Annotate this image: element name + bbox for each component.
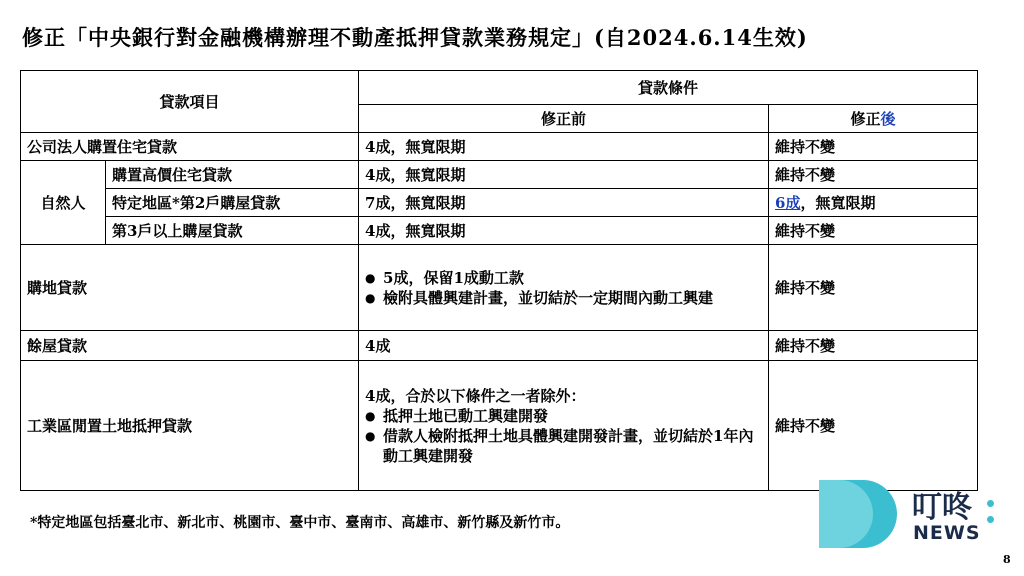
row-after: 維持不變 bbox=[769, 161, 978, 189]
header-before: 修正前 bbox=[359, 105, 769, 133]
list-item: ● 抵押土地已動工興建開發 bbox=[365, 406, 762, 426]
header-loan-conditions: 貸款條件 bbox=[359, 71, 978, 105]
logo-mark-icon bbox=[815, 478, 905, 550]
logo-text-en: NEWS bbox=[913, 522, 981, 544]
row-after: 維持不變 bbox=[769, 331, 978, 361]
row-after: 維持不變 bbox=[769, 133, 978, 161]
industrial-bullet-list bbox=[365, 406, 762, 466]
list-item: ● 檢附具體興建計畫，並切結於一定期間內動工興建 bbox=[365, 288, 762, 308]
row-after: 維持不變 bbox=[769, 245, 978, 331]
logo-text-cn: 叮咚 bbox=[912, 490, 972, 525]
row-after: 維持不變 bbox=[769, 361, 978, 491]
logo-colon-icon bbox=[987, 500, 995, 532]
dingdong-news-logo bbox=[815, 478, 1010, 550]
row-label: 工業區閒置土地抵押貸款 bbox=[21, 361, 359, 491]
row-label: 公司法人購置住宅貸款 bbox=[21, 133, 359, 161]
table-row-land bbox=[21, 245, 978, 331]
page-title: 修正「中央銀行對金融機構辦理不動產抵押貸款業務規定」(自2024.6.14生效) bbox=[22, 25, 808, 50]
row-label: 特定地區*第2戶購屋貸款 bbox=[106, 189, 359, 217]
row-after: 維持不變 bbox=[769, 217, 978, 245]
land-bullet-list bbox=[365, 268, 762, 308]
list-item: ● 借款人檢附抵押土地具體興建開發計畫，並切結於1年內動工興建開發 bbox=[365, 426, 762, 466]
row-before: 7成，無寬限期 bbox=[359, 189, 769, 217]
row-before bbox=[359, 245, 769, 331]
header-after-prefix: 修正 bbox=[850, 109, 881, 128]
row-before: 4成 bbox=[359, 331, 769, 361]
row-after-rest: ，無寬限期 bbox=[800, 193, 876, 212]
table-row-remaining-house bbox=[21, 331, 978, 361]
row-before: 4成，無寬限期 bbox=[359, 217, 769, 245]
footnote: *特定地區包括臺北市、新北市、桃園市、臺中市、臺南市、高雄市、新竹縣及新竹市。 bbox=[30, 515, 570, 531]
row-before bbox=[359, 361, 769, 491]
table-row-corporate bbox=[21, 133, 978, 161]
row-after bbox=[769, 189, 978, 217]
industrial-intro: 4成，合於以下條件之一者除外： bbox=[365, 386, 586, 405]
header-loan-item: 貸款項目 bbox=[21, 71, 359, 133]
list-item: ● 5成，保留1成動工款 bbox=[365, 268, 762, 288]
table-row-second-home bbox=[21, 189, 978, 217]
table-row-industrial bbox=[21, 361, 978, 491]
table-row-high-price bbox=[21, 161, 978, 189]
six-tenths-link[interactable]: 6成 bbox=[775, 193, 801, 212]
header-after bbox=[769, 105, 978, 133]
row-before: 4成，無寬限期 bbox=[359, 133, 769, 161]
header-after-highlight: 後 bbox=[880, 109, 896, 128]
page-number: 8 bbox=[1003, 553, 1011, 566]
loan-conditions-table bbox=[20, 70, 978, 491]
row-label: 餘屋貸款 bbox=[21, 331, 359, 361]
row-label: 第3戶以上購屋貸款 bbox=[106, 217, 359, 245]
table-row-third-home bbox=[21, 217, 978, 245]
natural-person-label: 自然人 bbox=[21, 161, 106, 245]
row-label: 購地貸款 bbox=[21, 245, 359, 331]
row-before: 4成，無寬限期 bbox=[359, 161, 769, 189]
row-label: 購置高價住宅貸款 bbox=[106, 161, 359, 189]
